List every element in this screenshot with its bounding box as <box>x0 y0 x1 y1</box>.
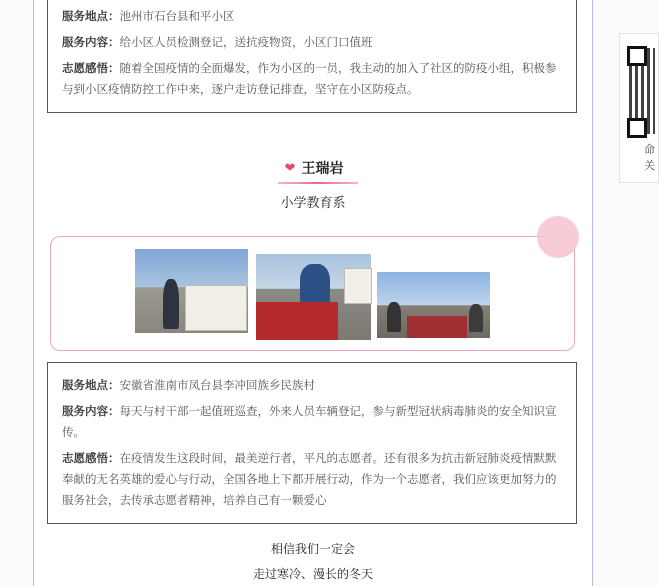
closing-line-2: 走过寒冷、漫长的冬天 <box>252 567 373 581</box>
qr-side-panel[interactable] <box>619 33 659 183</box>
bottom-location-label: 服务地点： <box>62 378 120 392</box>
top-location-value: 池州市石台县和平小区 <box>119 9 235 23</box>
top-content-row <box>62 32 564 53</box>
volunteer-name-row <box>274 156 354 180</box>
photo-person <box>469 304 483 332</box>
photo-sign <box>344 268 372 304</box>
top-feeling-value: 随着全国疫情的全面爆发，作为小区的一员，我主动的加入了社区的防疫小组，积极参与到小区疫情防控工作中来，逐户走访登记排查，坚守在小区防疫点。 <box>62 61 557 96</box>
photo-red-table <box>256 302 338 340</box>
volunteer-department: 小学教育系 <box>280 196 346 211</box>
decorative-pink-circle <box>537 216 579 258</box>
top-content-value: 给小区人员检测登记，送抗疫物资，小区门口值班 <box>119 35 373 49</box>
bottom-content-label: 服务内容： <box>62 404 120 418</box>
bottom-content-row <box>62 401 564 443</box>
qr-corner <box>627 46 647 66</box>
top-location-label: 服务地点： <box>62 9 120 23</box>
top-feeling-row <box>62 58 564 100</box>
photo-person <box>300 264 330 304</box>
bottom-location-value: 安徽省淮南市凤台县李冲回族乡民族村 <box>119 378 315 392</box>
bottom-feeling-value: 在疫情发生这段时间，最美逆行者，平凡的志愿者。还有很多为抗击新冠肺炎疫情默默奉献的无名英雄的爱心与行动，全国各地上下都开展行动，作为一个志愿者，我们应该更加努力的服务社会，去传承志愿者精神，培养自己有一颗爱心 <box>62 451 557 507</box>
heart-icon: ❤ <box>284 160 296 176</box>
article-column <box>33 0 593 586</box>
qr-corner <box>627 118 647 138</box>
bottom-info-card <box>47 362 577 524</box>
side-text-2: 关 <box>644 159 655 172</box>
bottom-location-row <box>62 375 564 396</box>
top-info-card <box>47 0 577 113</box>
photo-person <box>163 279 179 329</box>
side-text-1: 命 <box>644 143 655 156</box>
top-content-label: 服务内容： <box>62 35 120 49</box>
volunteer-name: 王瑞岩 <box>301 161 344 177</box>
bottom-feeling-label: 志愿感悟： <box>62 451 120 465</box>
volunteer-photo-2[interactable] <box>256 254 371 340</box>
photo-red-table <box>407 316 467 338</box>
photo-person <box>387 302 401 332</box>
bottom-content-value: 每天与村干部一起值班巡查，外来人员车辆登记，参与新型冠状病毒肺炎的安全知识宣传。 <box>62 404 557 439</box>
volunteer-photo-1[interactable] <box>135 249 248 333</box>
top-feeling-label: 志愿感悟： <box>62 61 120 75</box>
volunteer-photo-3[interactable] <box>377 272 490 338</box>
top-location-row <box>62 6 564 27</box>
bottom-feeling-row <box>62 448 564 511</box>
photo-sign <box>185 285 247 331</box>
name-underline <box>278 182 358 184</box>
closing-line-1: 相信我们一定会 <box>270 542 355 556</box>
